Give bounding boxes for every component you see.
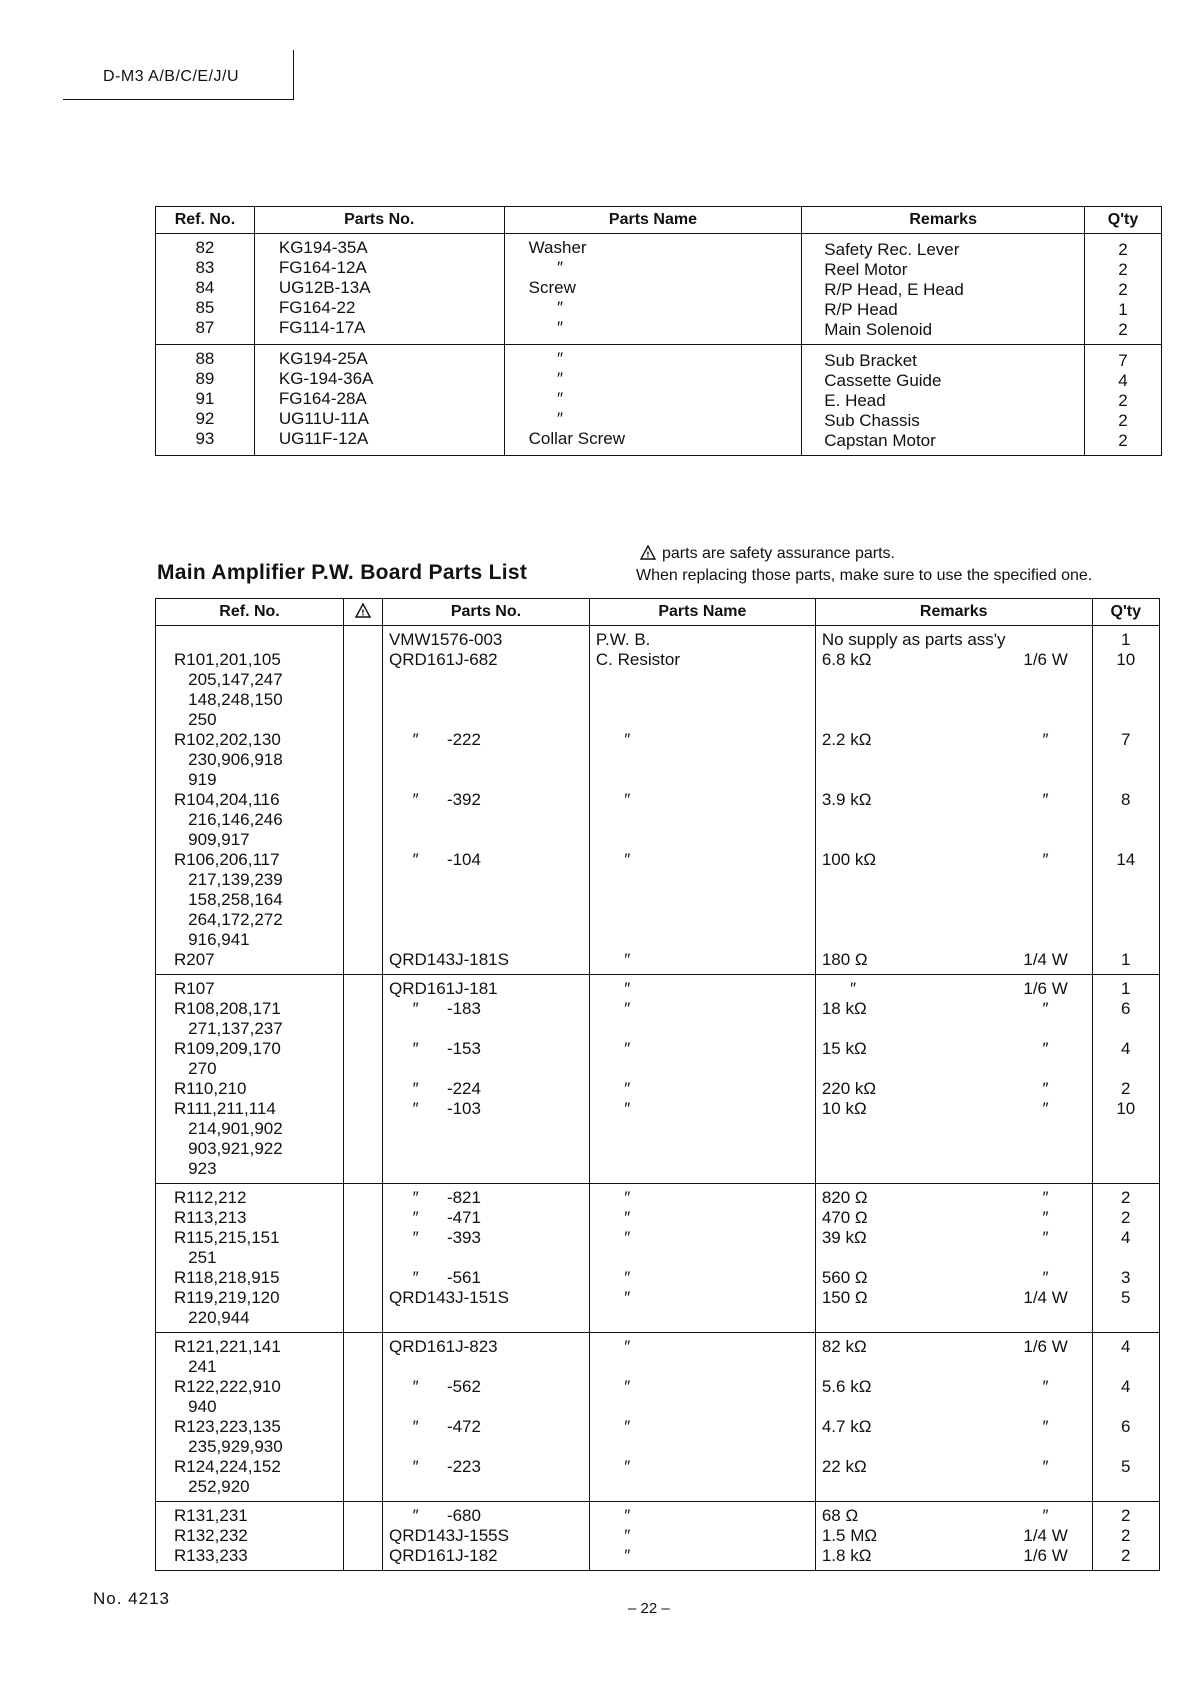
parts-no-cell: VMW1576-003 QRD161J-682 ″ -222 ″ -392 ″ -104 QRD143J-181S [382,626,589,975]
qty-cell: 2 2 4 3 5 [1092,1184,1159,1333]
remarks-cell [815,975,1092,1184]
parts-name-cell: Washer ″ Screw ″ ″ [504,234,802,345]
remarks-cell [815,1184,1092,1333]
parts-name-cell: P.W. B. C. Resistor ″ ″ ″ ″ [589,626,815,975]
table-row [156,626,1160,975]
qty-cell: 7 4 2 2 2 [1085,345,1162,456]
col-header-parts-name: Parts Name [589,599,815,626]
remarks-wattage: ″ 1/4 W 1/6 W [1023,1506,1068,1565]
col-header-qty: Q'ty [1085,207,1162,234]
parts-table-main-amplifier [155,598,1160,1571]
remarks-wattage: 1/6 W ″ ″ ″ ″ [1023,979,1068,1118]
table-row [156,975,1160,1184]
safety-note-line2: When replacing those parts, make sure to use the specified one. [636,567,1093,584]
header-rule-vertical [293,50,294,100]
parts-name-cell: ″ ″ ″ [589,1502,815,1571]
remarks-value: No supply as parts ass'y 6.8 kΩ 2.2 kΩ 3.9 kΩ 100 kΩ 180 Ω [821,630,1006,969]
remarks-wattage: 1/6 W ″ ″ ″ [1023,1337,1068,1476]
remarks-wattage: 1/6 W ″ ″ ″ 1/4 W [1023,650,1068,969]
table-header-row [156,207,1162,234]
col-header-qty: Q'ty [1092,599,1159,626]
col-header-parts-name: Parts Name [504,207,802,234]
ref-cell: R112,212 R113,213 R115,215,151 251 R118,218,915 R119,219,120 220,944 [156,1184,344,1333]
svg-text:!: ! [361,608,365,618]
safety-cell [344,626,383,975]
parts-name-cell: ″ ″ ″ ″ [589,1333,815,1502]
parts-no-cell: ″ -680 QRD143J-155S QRD161J-182 [382,1502,589,1571]
qty-cell: 2 2 2 1 2 [1085,234,1162,345]
parts-name-cell: ″ ″ ″ ″ ″ [589,1184,815,1333]
col-header-safety [344,599,383,626]
table-group [156,234,1162,345]
table-group [156,1333,1160,1502]
safety-note [640,545,895,563]
remarks-value: 68 Ω 1.5 MΩ 1.8 kΩ [821,1506,878,1565]
page-number: – 22 – [628,1600,670,1617]
table-group [156,975,1160,1184]
table-header-row [156,599,1160,626]
col-header-remarks: Remarks [802,207,1085,234]
table-group [156,626,1160,975]
table-row [156,234,1162,345]
table-row [156,1502,1160,1571]
parts-table-mechanism [155,206,1162,456]
ref-cell: R107 R108,208,171 271,137,237 R109,209,170 270 R110,210 R111,211,114 214,901,902 903,921,922 923 [156,975,344,1184]
warning-triangle-icon [640,545,656,560]
col-header-ref: Ref. No. [156,599,344,626]
safety-cell [344,975,383,1184]
safety-cell [344,1184,383,1333]
parts-name-cell: ″ ″ ″ ″ ″ [589,975,815,1184]
parts-no-cell: KG194-35A FG164-12A UG12B-13A FG164-22 FG114-17A [254,234,504,345]
table-group [156,345,1162,456]
col-header-remarks: Remarks [815,599,1092,626]
parts-no-cell: QRD161J-823 ″ -562 ″ -472 ″ -223 [382,1333,589,1502]
qty-cell: 1 10 7 8 14 1 [1092,626,1159,975]
safety-cell [344,1333,383,1502]
safety-cell [344,1502,383,1571]
model-number: D-M3 A/B/C/E/J/U [103,68,240,85]
qty-cell: 4 4 6 5 [1092,1333,1159,1502]
table-group [156,1502,1160,1571]
svg-text:!: ! [646,550,650,560]
table-row [156,1184,1160,1333]
table-group [156,1184,1160,1333]
remarks-value: ″ 18 kΩ 15 kΩ 220 kΩ 10 kΩ [821,979,877,1118]
parts-name-cell: ″ ″ ″ ″ Collar Screw [504,345,802,456]
ref-cell: R131,231 R132,232 R133,233 [156,1502,344,1571]
remarks-cell: Safety Rec. Lever Reel Motor R/P Head, E Head R/P Head Main Solenoid [802,234,1085,345]
remarks-cell: Sub Bracket Cassette Guide E. Head Sub Chassis Capstan Motor [802,345,1085,456]
parts-no-cell: KG194-25A KG-194-36A FG164-28A UG11U-11A UG11F-12A [254,345,504,456]
ref-cell: R101,201,105 205,147,247 148,248,150 250 R102,202,130 230,906,918 919 R104,204,116 216,146,246 909,917 R106,206,117 217,139,239 158,258,164 264,172,272 916,941 R207 [156,626,344,975]
col-header-parts-no: Parts No. [254,207,504,234]
table-row [156,1333,1160,1502]
table-row [156,345,1162,456]
parts-no-cell: ″ -821 ″ -471 ″ -393 ″ -561 QRD143J-151S [382,1184,589,1333]
parts-no-cell: QRD161J-181 ″ -183 ″ -153 ″ -224 ″ -103 [382,975,589,1184]
col-header-ref: Ref. No. [156,207,255,234]
header-rule [63,99,294,100]
ref-cell: R121,221,141 241 R122,222,910 940 R123,223,135 235,929,930 R124,224,152 252,920 [156,1333,344,1502]
remarks-cell [815,626,1092,975]
ref-cell: 88 89 91 92 93 [156,345,255,456]
remarks-cell [815,1502,1092,1571]
ref-cell: 82 83 84 85 87 [156,234,255,345]
warning-triangle-icon [355,603,371,618]
qty-cell: 2 2 2 [1092,1502,1159,1571]
remarks-cell [815,1333,1092,1502]
document-number: No. 4213 [93,1589,170,1608]
col-header-parts-no: Parts No. [382,599,589,626]
safety-note-text: parts are safety assurance parts. [662,545,895,562]
remarks-wattage: ″ ″ ″ ″ 1/4 W [1023,1188,1068,1307]
section-title: Main Amplifier P.W. Board Parts List [157,561,528,584]
remarks-value: 82 kΩ 5.6 kΩ 4.7 kΩ 22 kΩ [821,1337,872,1476]
qty-cell: 1 6 4 2 10 [1092,975,1159,1184]
remarks-value: 820 Ω 470 Ω 39 kΩ 560 Ω 150 Ω [821,1188,868,1307]
